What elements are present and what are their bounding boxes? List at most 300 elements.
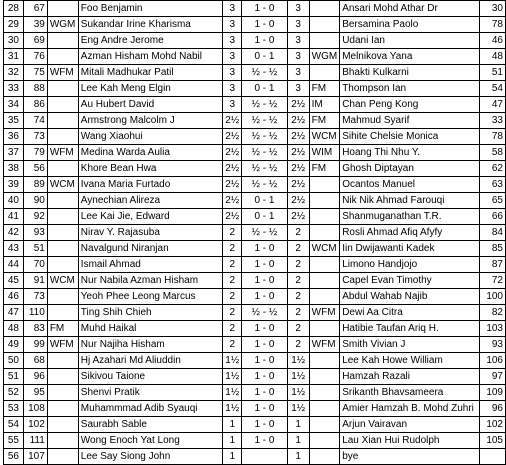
black-player-name-cell: Shanmuganathan T.R. [340, 209, 480, 225]
board-number-cell: 39 [4, 177, 24, 193]
black-title-cell: FM [309, 161, 340, 177]
white-points-cell: 2½ [223, 129, 242, 145]
white-rank-cell: 76 [23, 49, 47, 65]
pairings-table-body [4, 1, 506, 465]
black-title-cell [309, 65, 340, 81]
black-title-cell: FM [309, 113, 340, 129]
white-title-cell [47, 129, 78, 145]
black-points-cell: 3 [287, 17, 309, 33]
table-row [4, 113, 506, 129]
white-player-name-cell: Armstrong Malcolm J [78, 113, 222, 129]
black-player-name-cell: bye [340, 449, 480, 465]
black-rank-cell: 105 [480, 433, 506, 449]
white-points-cell: 2 [223, 321, 242, 337]
white-points-cell: 2 [223, 241, 242, 257]
white-player-name-cell: Nirav Y. Rajasuba [78, 225, 222, 241]
black-points-cell: 3 [287, 49, 309, 65]
white-player-name-cell: Yeoh Phee Leong Marcus [78, 289, 222, 305]
white-player-name-cell: Nur Najiha Hisham [78, 337, 222, 353]
white-player-name-cell: Mitali Madhukar Patil [78, 65, 222, 81]
white-rank-cell: 51 [23, 241, 47, 257]
board-number-cell: 28 [4, 1, 24, 17]
white-points-cell: 1½ [223, 353, 242, 369]
table-row [4, 417, 506, 433]
black-rank-cell: 63 [480, 177, 506, 193]
board-number-cell: 43 [4, 241, 24, 257]
white-points-cell: 2½ [223, 161, 242, 177]
black-title-cell: WCM [309, 129, 340, 145]
black-player-name-cell: Chan Peng Kong [340, 97, 480, 113]
black-title-cell [309, 177, 340, 193]
black-points-cell: 3 [287, 65, 309, 81]
table-row [4, 369, 506, 385]
table-row [4, 385, 506, 401]
black-player-name-cell: Limono Handjojo [340, 257, 480, 273]
black-rank-cell: 87 [480, 257, 506, 273]
black-title-cell: WCM [309, 241, 340, 257]
board-number-cell: 45 [4, 273, 24, 289]
black-points-cell: 2½ [287, 177, 309, 193]
table-row [4, 65, 506, 81]
result-cell: 1 - 0 [242, 273, 288, 289]
pairings-table [3, 0, 506, 465]
black-player-name-cell: Smith Vivian J [340, 337, 480, 353]
black-player-name-cell: Rosli Ahmad Afiq Afyfy [340, 225, 480, 241]
black-player-name-cell: Arjun Vairavan [340, 417, 480, 433]
black-points-cell: 1½ [287, 401, 309, 417]
board-number-cell: 51 [4, 369, 24, 385]
result-cell: 1 - 0 [242, 433, 288, 449]
white-player-name-cell: Eng Andre Jerome [78, 33, 222, 49]
black-player-name-cell: Dewi Aa Citra [340, 305, 480, 321]
white-rank-cell: 107 [23, 449, 47, 465]
board-number-cell: 36 [4, 129, 24, 145]
white-rank-cell: 92 [23, 209, 47, 225]
black-rank-cell: 103 [480, 321, 506, 337]
white-player-name-cell: Lee Kai Jie, Edward [78, 209, 222, 225]
white-rank-cell: 67 [23, 1, 47, 17]
white-points-cell: 1½ [223, 385, 242, 401]
result-cell: ½ - ½ [242, 145, 288, 161]
table-row [4, 177, 506, 193]
black-points-cell: 2½ [287, 145, 309, 161]
table-row [4, 145, 506, 161]
black-rank-cell: 106 [480, 353, 506, 369]
result-cell: 1 - 0 [242, 1, 288, 17]
board-number-cell: 47 [4, 305, 24, 321]
black-player-name-cell: Udani Ian [340, 33, 480, 49]
black-rank-cell: 72 [480, 273, 506, 289]
board-number-cell: 29 [4, 17, 24, 33]
black-player-name-cell: Amier Hamzah B. Mohd Zuhri [340, 401, 480, 417]
black-points-cell: 2½ [287, 129, 309, 145]
black-points-cell: 2½ [287, 161, 309, 177]
white-player-name-cell: Navalgund Niranjan [78, 241, 222, 257]
white-points-cell: 3 [223, 33, 242, 49]
black-title-cell [309, 385, 340, 401]
white-points-cell: 2 [223, 305, 242, 321]
black-title-cell: WFM [309, 305, 340, 321]
board-number-cell: 54 [4, 417, 24, 433]
board-number-cell: 38 [4, 161, 24, 177]
black-title-cell [309, 433, 340, 449]
white-rank-cell: 74 [23, 113, 47, 129]
white-title-cell [47, 305, 78, 321]
white-rank-cell: 88 [23, 81, 47, 97]
result-cell: 1 - 0 [242, 417, 288, 433]
white-title-cell [47, 289, 78, 305]
result-cell: ½ - ½ [242, 97, 288, 113]
black-player-name-cell: Abdul Wahab Najib [340, 289, 480, 305]
black-points-cell: 3 [287, 33, 309, 49]
board-number-cell: 35 [4, 113, 24, 129]
table-row [4, 401, 506, 417]
white-rank-cell: 73 [23, 289, 47, 305]
black-points-cell: 2 [287, 241, 309, 257]
board-number-cell: 37 [4, 145, 24, 161]
white-player-name-cell: Saurabh Sable [78, 417, 222, 433]
black-player-name-cell: Bersamina Paolo [340, 17, 480, 33]
black-points-cell: 1 [287, 417, 309, 433]
result-cell: 1 - 0 [242, 337, 288, 353]
white-player-name-cell: Muhammmad Adib Syauqi [78, 401, 222, 417]
table-row [4, 353, 506, 369]
result-cell: ½ - ½ [242, 129, 288, 145]
black-player-name-cell: Hamzah Razali [340, 369, 480, 385]
table-row [4, 97, 506, 113]
white-rank-cell: 102 [23, 417, 47, 433]
black-rank-cell: 85 [480, 241, 506, 257]
result-cell: 1 - 0 [242, 369, 288, 385]
board-number-cell: 46 [4, 289, 24, 305]
black-points-cell: 2 [287, 273, 309, 289]
white-player-name-cell: Wong Enoch Yat Long [78, 433, 222, 449]
board-number-cell: 42 [4, 225, 24, 241]
white-rank-cell: 95 [23, 385, 47, 401]
black-title-cell: WGM [309, 49, 340, 65]
black-player-name-cell: Lee Kah Howe William [340, 353, 480, 369]
black-points-cell: 2½ [287, 193, 309, 209]
white-title-cell [47, 433, 78, 449]
black-rank-cell: 100 [480, 289, 506, 305]
black-rank-cell: 58 [480, 145, 506, 161]
white-rank-cell: 79 [23, 145, 47, 161]
black-rank-cell: 78 [480, 17, 506, 33]
result-cell: 1 - 0 [242, 289, 288, 305]
black-player-name-cell: Lau Xian Hui Rudolph [340, 433, 480, 449]
table-row [4, 257, 506, 273]
white-rank-cell: 111 [23, 433, 47, 449]
black-player-name-cell: Capel Evan Timothy [340, 273, 480, 289]
black-title-cell [309, 353, 340, 369]
white-title-cell [47, 113, 78, 129]
white-points-cell: 2½ [223, 209, 242, 225]
black-rank-cell: 47 [480, 97, 506, 113]
black-title-cell [309, 209, 340, 225]
black-rank-cell: 96 [480, 401, 506, 417]
table-row [4, 305, 506, 321]
white-title-cell [47, 81, 78, 97]
black-rank-cell: 65 [480, 193, 506, 209]
black-player-name-cell: Srikanth Bhavsameera [340, 385, 480, 401]
result-cell: 1 - 0 [242, 321, 288, 337]
white-title-cell: WFM [47, 145, 78, 161]
white-player-name-cell: Nur Nabila Azman Hisham [78, 273, 222, 289]
black-rank-cell: 46 [480, 33, 506, 49]
black-rank-cell: 62 [480, 161, 506, 177]
white-player-name-cell: Sukandar Irine Kharisma [78, 17, 222, 33]
result-cell: 1 - 0 [242, 401, 288, 417]
result-cell: 0 - 1 [242, 81, 288, 97]
white-title-cell [47, 385, 78, 401]
black-points-cell: 1½ [287, 369, 309, 385]
black-title-cell [309, 417, 340, 433]
black-rank-cell: 97 [480, 369, 506, 385]
result-cell: 1 - 0 [242, 241, 288, 257]
black-rank-cell: 102 [480, 417, 506, 433]
white-player-name-cell: Azman Hisham Mohd Nabil [78, 49, 222, 65]
table-row [4, 17, 506, 33]
result-cell: ½ - ½ [242, 65, 288, 81]
black-points-cell: 2 [287, 337, 309, 353]
black-player-name-cell: Ansari Mohd Athar Dr [340, 1, 480, 17]
white-title-cell [47, 193, 78, 209]
board-number-cell: 52 [4, 385, 24, 401]
black-player-name-cell: Mahmud Syarif [340, 113, 480, 129]
table-row [4, 33, 506, 49]
black-player-name-cell: Hoang Thi Nhu Y. [340, 145, 480, 161]
black-points-cell: 2 [287, 321, 309, 337]
white-points-cell: 1 [223, 449, 242, 465]
white-title-cell [47, 97, 78, 113]
white-player-name-cell: Foo Benjamin [78, 1, 222, 17]
white-title-cell: WCM [47, 273, 78, 289]
white-rank-cell: 86 [23, 97, 47, 113]
white-rank-cell: 96 [23, 369, 47, 385]
board-number-cell: 40 [4, 193, 24, 209]
white-title-cell [47, 241, 78, 257]
table-row [4, 81, 506, 97]
black-title-cell [309, 193, 340, 209]
board-number-cell: 44 [4, 257, 24, 273]
black-player-name-cell: Iin Dwijawanti Kadek [340, 241, 480, 257]
black-rank-cell: 33 [480, 113, 506, 129]
black-points-cell: 3 [287, 1, 309, 17]
board-number-cell: 41 [4, 209, 24, 225]
result-cell: 1 - 0 [242, 33, 288, 49]
black-player-name-cell: Thompson Ian [340, 81, 480, 97]
black-title-cell [309, 273, 340, 289]
table-row [4, 289, 506, 305]
white-title-cell [47, 49, 78, 65]
white-title-cell [47, 401, 78, 417]
black-rank-cell: 48 [480, 49, 506, 65]
white-points-cell: 2 [223, 225, 242, 241]
result-cell [242, 449, 288, 465]
white-title-cell: WFM [47, 65, 78, 81]
black-points-cell: 2½ [287, 113, 309, 129]
black-rank-cell: 51 [480, 65, 506, 81]
table-row [4, 193, 506, 209]
black-points-cell: 2 [287, 289, 309, 305]
white-player-name-cell: Wang Xiaohui [78, 129, 222, 145]
white-player-name-cell: Ivana Maria Furtado [78, 177, 222, 193]
white-points-cell: 2 [223, 257, 242, 273]
white-points-cell: 2½ [223, 193, 242, 209]
black-rank-cell: 109 [480, 385, 506, 401]
result-cell: 1 - 0 [242, 385, 288, 401]
black-title-cell [309, 449, 340, 465]
white-title-cell [47, 369, 78, 385]
black-points-cell: 2 [287, 225, 309, 241]
black-rank-cell: 30 [480, 1, 506, 17]
black-player-name-cell: Nik Nik Ahmad Farouqi [340, 193, 480, 209]
result-cell: ½ - ½ [242, 305, 288, 321]
board-number-cell: 55 [4, 433, 24, 449]
white-title-cell [47, 353, 78, 369]
board-number-cell: 32 [4, 65, 24, 81]
white-points-cell: 2½ [223, 113, 242, 129]
white-points-cell: 3 [223, 49, 242, 65]
black-rank-cell [480, 449, 506, 465]
white-player-name-cell: Sikivou Taione [78, 369, 222, 385]
black-rank-cell: 78 [480, 129, 506, 145]
white-player-name-cell: Khore Bean Hwa [78, 161, 222, 177]
white-player-name-cell: Muhd Haikal [78, 321, 222, 337]
black-rank-cell: 84 [480, 225, 506, 241]
black-title-cell [309, 225, 340, 241]
white-title-cell: WFM [47, 337, 78, 353]
white-title-cell [47, 449, 78, 465]
black-player-name-cell: Hatibie Taufan Ariq H. [340, 321, 480, 337]
result-cell: ½ - ½ [242, 177, 288, 193]
table-row [4, 449, 506, 465]
white-points-cell: 2½ [223, 177, 242, 193]
black-rank-cell: 66 [480, 209, 506, 225]
white-title-cell [47, 257, 78, 273]
board-number-cell: 50 [4, 353, 24, 369]
white-points-cell: 2½ [223, 145, 242, 161]
result-cell: 1 - 0 [242, 353, 288, 369]
black-title-cell [309, 289, 340, 305]
black-points-cell: 2 [287, 305, 309, 321]
black-rank-cell: 82 [480, 305, 506, 321]
result-cell: ½ - ½ [242, 225, 288, 241]
white-title-cell [47, 225, 78, 241]
white-title-cell [47, 1, 78, 17]
white-player-name-cell: Ismail Ahmad [78, 257, 222, 273]
white-rank-cell: 39 [23, 17, 47, 33]
white-points-cell: 3 [223, 17, 242, 33]
black-points-cell: 1 [287, 449, 309, 465]
board-number-cell: 33 [4, 81, 24, 97]
black-title-cell [309, 369, 340, 385]
white-points-cell: 3 [223, 97, 242, 113]
result-cell: 0 - 1 [242, 209, 288, 225]
result-cell: 0 - 1 [242, 193, 288, 209]
board-number-cell: 53 [4, 401, 24, 417]
white-title-cell: WCM [47, 177, 78, 193]
white-rank-cell: 68 [23, 353, 47, 369]
white-points-cell: 2 [223, 337, 242, 353]
black-title-cell [309, 401, 340, 417]
black-title-cell [309, 1, 340, 17]
table-row [4, 321, 506, 337]
white-points-cell: 3 [223, 81, 242, 97]
white-rank-cell: 91 [23, 273, 47, 289]
black-title-cell: WIM [309, 145, 340, 161]
white-player-name-cell: Lee Say Siong John [78, 449, 222, 465]
white-points-cell: 1½ [223, 401, 242, 417]
table-row [4, 129, 506, 145]
white-title-cell [47, 33, 78, 49]
white-points-cell: 2 [223, 289, 242, 305]
black-title-cell [309, 17, 340, 33]
table-row [4, 49, 506, 65]
black-player-name-cell: Ocantos Manuel [340, 177, 480, 193]
result-cell: 1 - 0 [242, 257, 288, 273]
white-points-cell: 1½ [223, 369, 242, 385]
white-player-name-cell: Hj Azahari Md Aliuddin [78, 353, 222, 369]
black-points-cell: 1½ [287, 385, 309, 401]
black-title-cell: IM [309, 97, 340, 113]
white-title-cell: WGM [47, 17, 78, 33]
white-points-cell: 3 [223, 1, 242, 17]
white-player-name-cell: Aynechian Alireza [78, 193, 222, 209]
table-row [4, 273, 506, 289]
black-player-name-cell: Ghosh Diptayan [340, 161, 480, 177]
white-player-name-cell: Lee Kah Meng Elgin [78, 81, 222, 97]
white-player-name-cell: Medina Warda Aulia [78, 145, 222, 161]
board-number-cell: 31 [4, 49, 24, 65]
white-rank-cell: 83 [23, 321, 47, 337]
white-points-cell: 3 [223, 65, 242, 81]
white-title-cell [47, 161, 78, 177]
black-points-cell: 3 [287, 81, 309, 97]
table-row [4, 433, 506, 449]
white-rank-cell: 69 [23, 33, 47, 49]
black-points-cell: 2½ [287, 97, 309, 113]
white-rank-cell: 75 [23, 65, 47, 81]
white-rank-cell: 90 [23, 193, 47, 209]
white-rank-cell: 99 [23, 337, 47, 353]
table-row [4, 161, 506, 177]
table-row [4, 1, 506, 17]
white-player-name-cell: Ting Shih Chieh [78, 305, 222, 321]
white-points-cell: 1 [223, 433, 242, 449]
white-rank-cell: 93 [23, 225, 47, 241]
board-number-cell: 34 [4, 97, 24, 113]
result-cell: ½ - ½ [242, 113, 288, 129]
white-rank-cell: 110 [23, 305, 47, 321]
black-title-cell [309, 257, 340, 273]
white-player-name-cell: Au Hubert David [78, 97, 222, 113]
black-rank-cell: 54 [480, 81, 506, 97]
black-title-cell [309, 33, 340, 49]
table-row [4, 337, 506, 353]
white-rank-cell: 108 [23, 401, 47, 417]
black-title-cell [309, 321, 340, 337]
white-rank-cell: 73 [23, 129, 47, 145]
white-title-cell [47, 417, 78, 433]
white-rank-cell: 89 [23, 177, 47, 193]
white-points-cell: 2 [223, 273, 242, 289]
board-number-cell: 49 [4, 337, 24, 353]
table-row [4, 241, 506, 257]
white-player-name-cell: Shenvi Pratik [78, 385, 222, 401]
table-row [4, 209, 506, 225]
black-points-cell: 2 [287, 257, 309, 273]
